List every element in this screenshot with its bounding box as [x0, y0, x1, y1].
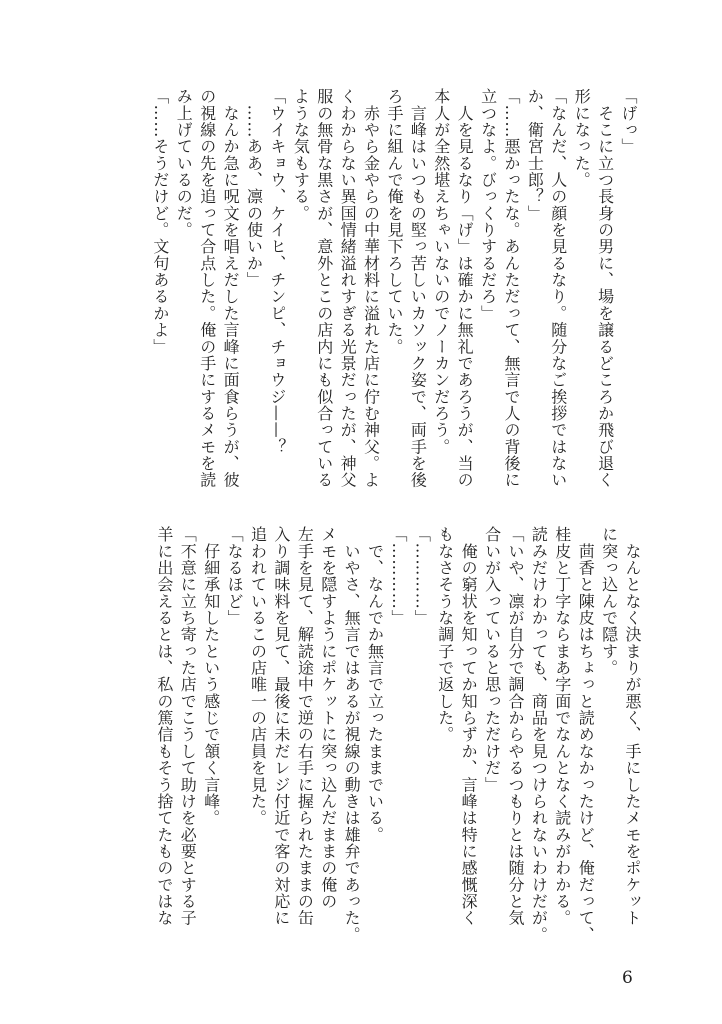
text-line: 「…………」 [412, 526, 432, 627]
text-line: なんとなく決まりが悪く、手にしたメモをポケット [623, 526, 642, 927]
text-line: いやさ、無言ではあるが視線の動きは雄弁であった。 [342, 526, 362, 943]
text-line: 「……そうだけど。文句あるかよ」 [150, 88, 170, 355]
text-line: 「不意に立ち寄った店でこうして助けを必要とする子 [178, 526, 198, 927]
text-line: 桂皮と丁字ならまあ字面でなんとなく読みがわかる。 [552, 526, 572, 927]
text-line: で、なんでか無言で立ったままでいる。 [365, 526, 385, 843]
text-line: 俺の窮状を知ってか知らずか、言峰は特に感慨深く [459, 526, 479, 927]
text-line: 「…………」 [388, 526, 408, 627]
text-line: 人を見るなり「げ」は確かに無礼であろうが、当の [455, 88, 475, 489]
text-line: 「げっ」 [619, 88, 638, 155]
text-line: 「……悪かったな。あんただって、無言で人の背後に [501, 88, 521, 489]
page-number: 6 [622, 968, 633, 988]
text-line: 「なんだ、人の顔を見るなり。随分なご挨拶ではない [548, 88, 568, 489]
text-line: 左手を見て、解読途中で逆の右手に握られたままの缶 [295, 526, 315, 927]
text-line: もなさそうな調子で返した。 [435, 526, 455, 743]
text-line: 本人が全然堪えちゃいないのでノーカンだろう。 [431, 88, 451, 455]
text-line: み上げているのだ。 [174, 88, 194, 239]
text-block-top [148, 88, 640, 513]
text-line: 「なるほど」 [225, 526, 245, 627]
text-line: 読みだけわかっても、商品を見つけられないわけだが。 [529, 526, 549, 943]
text-line: の視線の先を追って合点した。俺の手にするメモを読 [197, 88, 217, 489]
text-line: そこに立つ長身の男に、場を譲るどころか飛び退く [595, 88, 615, 489]
text-line: 「ウイキョウ、ケイヒ、チンピ、チョウジ——？ [267, 88, 287, 455]
text-line: くわからない異国情緒溢れすぎる光景だったが、神父 [338, 88, 358, 489]
text-line: 仔細承知したという感じで頷く言峰。 [201, 526, 221, 827]
text-line: 赤やら金やらの中華材料に溢れた店に佇む神父。よ [361, 88, 381, 489]
text-line: 合いが入っていると思っただけだ」 [482, 526, 502, 793]
text-line: 羊に出会えるとは、私の篤信もそう捨てたものではな [154, 526, 174, 927]
text-line: 入り調味料を見て、最後に未だレジ付近で客の対応に [271, 526, 291, 927]
text-line: 追われているこの店唯一の店員を見た。 [248, 526, 268, 827]
text-line: なんか急に呪文を唱えだした言峰に面食らうが、彼 [221, 88, 241, 489]
text-line: ろ手に組んで俺を見下ろしていた。 [384, 88, 404, 355]
text-block-bottom [152, 526, 644, 951]
text-line: 服の無骨な黒さが、意外とこの店内にも似合っている [314, 88, 334, 489]
text-line: 茴香と陳皮はちょっと読めなかったけど、俺だって、 [576, 526, 596, 943]
text-line: 言峰はいつもの堅っ苦しいカソック姿で、両手を後 [408, 88, 428, 489]
text-line: 「いや、凛が自分で調合からやるつもりとは随分と気 [505, 526, 525, 927]
text-line: 立つなよ。びっくりするだろ」 [478, 88, 498, 322]
text-line: か、衛宮士郎？」 [525, 88, 545, 222]
text-line: メモを隠すようにポケットに突っ込んだままの俺の [318, 526, 338, 910]
text-line: ……ああ、凛の使いか」 [244, 88, 264, 289]
text-line: ような気もする。 [291, 88, 311, 222]
text-line: に突っ込んで隠す。 [599, 526, 619, 677]
text-line: 形になった。 [572, 88, 592, 189]
